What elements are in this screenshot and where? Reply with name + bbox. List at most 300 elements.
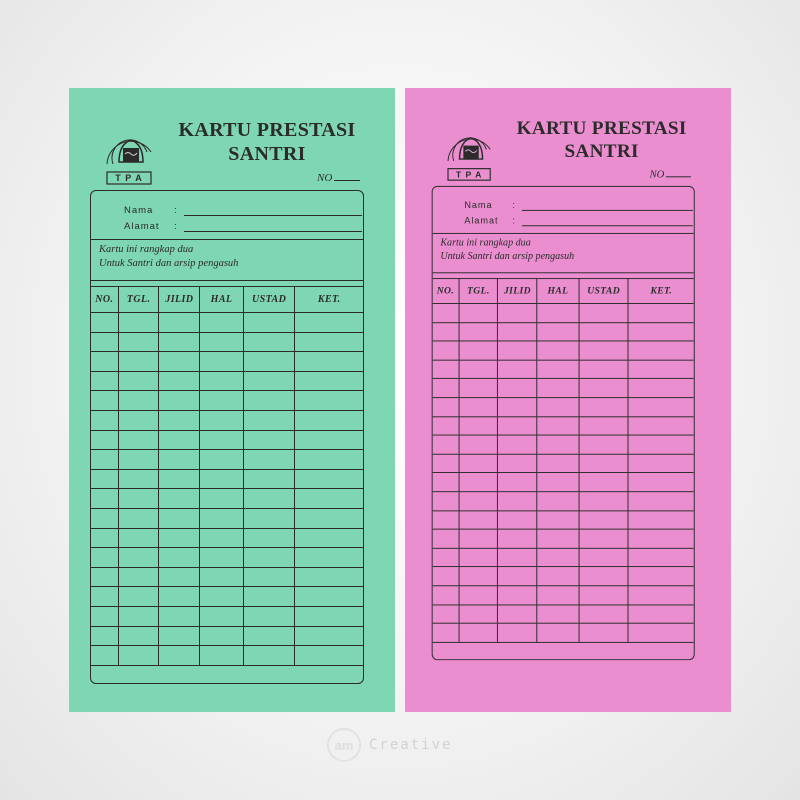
table-cell: [118, 626, 159, 646]
table-cell: [579, 567, 629, 586]
table-cell: [295, 332, 363, 352]
form-box: [90, 190, 364, 684]
table-cell: [243, 313, 295, 333]
table-cell: [295, 313, 363, 333]
table-cell: [200, 371, 244, 391]
note-line-2: Untuk Santri dan arsip pengasuh: [99, 258, 239, 269]
table-cell: [118, 313, 159, 333]
divider: [433, 233, 694, 234]
table-cell: [433, 435, 459, 454]
table-cell: [295, 489, 363, 509]
table-cell: [628, 548, 693, 567]
table-cell: [200, 489, 244, 509]
table-cell: [200, 508, 244, 528]
table-cell: [628, 360, 693, 379]
table-cell: [459, 548, 498, 567]
table-cell: [537, 529, 579, 548]
table-cell: [91, 587, 118, 607]
tpa-label: T P A: [115, 173, 143, 183]
table-body: [91, 313, 363, 666]
table-cell: [628, 510, 693, 529]
col-jilid: JILID: [498, 279, 537, 304]
table-row: [433, 398, 694, 417]
table-cell: [579, 623, 629, 642]
note-line-1: Kartu ini rangkap dua: [99, 244, 194, 255]
table-cell: [537, 454, 579, 473]
table-cell: [159, 548, 200, 568]
table-row: [91, 352, 363, 372]
col-ustad: USTAD: [579, 279, 629, 304]
table-cell: [628, 586, 693, 605]
table-row: [91, 508, 363, 528]
table-cell: [498, 548, 537, 567]
table-cell: [243, 606, 295, 626]
table-cell: [579, 398, 629, 417]
table-cell: [433, 473, 459, 492]
table-cell: [200, 410, 244, 430]
number-label: NO: [649, 168, 665, 181]
card-title: [506, 117, 698, 163]
table-cell: [118, 410, 159, 430]
table-row: [91, 587, 363, 607]
col-ket: KET.: [628, 279, 693, 304]
col-no: NO.: [91, 287, 118, 313]
table-cell: [433, 360, 459, 379]
divider: [433, 272, 694, 273]
table-cell: [295, 430, 363, 450]
table-cell: [118, 332, 159, 352]
table-cell: [628, 398, 693, 417]
table-row: [433, 604, 694, 623]
table-row: [433, 548, 694, 567]
col-tgl: TGL.: [118, 287, 159, 313]
table-cell: [200, 430, 244, 450]
table-cell: [200, 450, 244, 470]
col-hal: HAL: [200, 287, 244, 313]
table-cell: [118, 469, 159, 489]
table-cell: [433, 379, 459, 398]
table-cell: [91, 410, 118, 430]
table-cell: [200, 646, 244, 666]
table-cell: [537, 623, 579, 642]
name-field: Nama :: [464, 200, 516, 211]
address-label: Alamat: [464, 215, 499, 227]
table-cell: [91, 489, 118, 509]
table-cell: [91, 646, 118, 666]
table-cell: [295, 450, 363, 470]
tpa-label: T P A: [455, 169, 483, 180]
table-row: [433, 623, 694, 642]
divider: [91, 280, 363, 281]
table-cell: [628, 604, 693, 623]
title-line-2: SANTRI: [228, 143, 306, 165]
table-cell: [537, 304, 579, 323]
table-cell: [498, 322, 537, 341]
number-field: [650, 169, 692, 181]
table-cell: [459, 360, 498, 379]
table-cell: [118, 371, 159, 391]
table-cell: [118, 352, 159, 372]
table-row: [91, 450, 363, 470]
table-cell: [91, 371, 118, 391]
table-cell: [579, 322, 629, 341]
table-cell: [243, 410, 295, 430]
table-cell: [91, 450, 118, 470]
table-cell: [200, 391, 244, 411]
table-row: [433, 360, 694, 379]
col-ustad: USTAD: [243, 287, 295, 313]
table-cell: [243, 391, 295, 411]
table-row: [433, 510, 694, 529]
table-cell: [579, 360, 629, 379]
record-table: [433, 278, 694, 643]
table-cell: [295, 410, 363, 430]
title-line-1: KARTU PRESTASI: [516, 117, 687, 139]
table-cell: [91, 352, 118, 372]
table-cell: [243, 646, 295, 666]
table-row: [433, 473, 694, 492]
table-row: [91, 626, 363, 646]
table-cell: [91, 469, 118, 489]
table-cell: [118, 430, 159, 450]
table-cell: [159, 391, 200, 411]
table-cell: [295, 371, 363, 391]
table-cell: [159, 410, 200, 430]
name-label: Nama: [464, 200, 493, 211]
table-cell: [537, 604, 579, 623]
table-cell: [118, 489, 159, 509]
table-cell: [628, 304, 693, 323]
table-cell: [459, 492, 498, 511]
table-cell: [243, 352, 295, 372]
table-cell: [498, 604, 537, 623]
form-box: [432, 186, 695, 660]
note-line-1: Kartu ini rangkap dua: [440, 237, 531, 249]
brand-name: Creative: [369, 737, 453, 753]
table-row: [91, 567, 363, 587]
table-cell: [459, 567, 498, 586]
table-cell: [537, 435, 579, 454]
table-cell: [243, 528, 295, 548]
table-cell: [295, 646, 363, 666]
table-cell: [118, 391, 159, 411]
table-cell: [91, 567, 118, 587]
table-cell: [433, 567, 459, 586]
tpa-logo-icon: [99, 118, 159, 188]
table-cell: [628, 492, 693, 511]
table-row: [91, 469, 363, 489]
table-cell: [118, 646, 159, 666]
table-cell: [91, 313, 118, 333]
table-cell: [118, 528, 159, 548]
table-cell: [459, 604, 498, 623]
table-cell: [459, 322, 498, 341]
table-cell: [200, 352, 244, 372]
table-cell: [433, 586, 459, 605]
table-cell: [433, 529, 459, 548]
table-row: [433, 529, 694, 548]
table-cell: [118, 567, 159, 587]
table-cell: [200, 606, 244, 626]
table-cell: [159, 332, 200, 352]
number-label: NO: [317, 172, 333, 184]
table-row: [91, 489, 363, 509]
table-cell: [159, 567, 200, 587]
table-cell: [537, 586, 579, 605]
table-cell: [537, 398, 579, 417]
col-hal: HAL: [537, 279, 579, 304]
table-cell: [498, 586, 537, 605]
table-cell: [498, 435, 537, 454]
table-cell: [243, 548, 295, 568]
table-cell: [628, 567, 693, 586]
table-cell: [295, 508, 363, 528]
title-line-1: KARTU PRESTASI: [178, 119, 356, 141]
table-cell: [628, 529, 693, 548]
table-cell: [91, 606, 118, 626]
table-row: [91, 606, 363, 626]
table-cell: [498, 623, 537, 642]
table-row: [91, 410, 363, 430]
table-cell: [243, 371, 295, 391]
table-cell: [200, 567, 244, 587]
table-row: [91, 430, 363, 450]
table-row: [433, 304, 694, 323]
table-cell: [91, 508, 118, 528]
table-cell: [498, 473, 537, 492]
table-cell: [91, 548, 118, 568]
table-cell: [159, 646, 200, 666]
table-row: [91, 528, 363, 548]
table-row: [433, 341, 694, 360]
table-body: [433, 304, 694, 643]
table-row: [433, 435, 694, 454]
table-cell: [498, 341, 537, 360]
name-label: Nama: [124, 205, 154, 216]
table-cell: [159, 430, 200, 450]
table-cell: [200, 626, 244, 646]
table-cell: [628, 341, 693, 360]
table-cell: [243, 469, 295, 489]
table-cell: [459, 529, 498, 548]
am-logo-icon: am: [327, 728, 361, 762]
table-cell: [498, 510, 537, 529]
table-cell: [159, 450, 200, 470]
table-cell: [159, 352, 200, 372]
table-cell: [433, 322, 459, 341]
tpa-logo-icon: [440, 117, 498, 184]
table-row: [91, 332, 363, 352]
card-pink: [405, 88, 731, 712]
number-field: [317, 172, 360, 184]
table-cell: [459, 416, 498, 435]
table-cell: [498, 416, 537, 435]
table-cell: [459, 304, 498, 323]
table-cell: [579, 548, 629, 567]
table-cell: [433, 398, 459, 417]
table-cell: [498, 398, 537, 417]
table-cell: [579, 416, 629, 435]
card-title: [167, 118, 367, 166]
table-cell: [579, 304, 629, 323]
table-cell: [295, 548, 363, 568]
table-cell: [91, 391, 118, 411]
table-cell: [628, 454, 693, 473]
table-cell: [243, 626, 295, 646]
table-cell: [295, 469, 363, 489]
table-cell: [459, 454, 498, 473]
table-cell: [159, 528, 200, 548]
table-cell: [579, 379, 629, 398]
table-cell: [628, 379, 693, 398]
table-cell: [628, 473, 693, 492]
table-cell: [295, 587, 363, 607]
table-cell: [243, 567, 295, 587]
table-cell: [498, 454, 537, 473]
table-row: [91, 391, 363, 411]
name-field: Nama :: [124, 205, 178, 216]
table-cell: [537, 416, 579, 435]
table-cell: [498, 529, 537, 548]
table-cell: [159, 508, 200, 528]
table-cell: [91, 430, 118, 450]
table-cell: [579, 473, 629, 492]
col-jilid: JILID: [159, 287, 200, 313]
brand-watermark: [327, 728, 452, 762]
table-cell: [498, 304, 537, 323]
table-cell: [537, 473, 579, 492]
table-cell: [628, 623, 693, 642]
table-row: [91, 548, 363, 568]
table-cell: [200, 548, 244, 568]
table-cell: [200, 587, 244, 607]
table-cell: [459, 473, 498, 492]
table-cell: [579, 586, 629, 605]
table-cell: [579, 435, 629, 454]
table-cell: [459, 510, 498, 529]
table-cell: [118, 508, 159, 528]
table-cell: [459, 398, 498, 417]
table-cell: [118, 450, 159, 470]
table-cell: [579, 454, 629, 473]
table-cell: [628, 435, 693, 454]
table-row: [433, 379, 694, 398]
table-cell: [295, 352, 363, 372]
table-cell: [200, 469, 244, 489]
table-cell: [498, 492, 537, 511]
table-cell: [628, 322, 693, 341]
table-cell: [159, 606, 200, 626]
col-tgl: TGL.: [459, 279, 498, 304]
table-row: [433, 416, 694, 435]
table-cell: [459, 435, 498, 454]
table-cell: [91, 332, 118, 352]
table-cell: [243, 430, 295, 450]
table-cell: [295, 626, 363, 646]
address-field: Alamat :: [124, 221, 178, 232]
table-row: [433, 567, 694, 586]
table-cell: [579, 604, 629, 623]
table-row: [91, 313, 363, 333]
table-cell: [498, 567, 537, 586]
address-label: Alamat: [124, 221, 160, 232]
table-cell: [159, 313, 200, 333]
table-cell: [159, 469, 200, 489]
table-row: [433, 322, 694, 341]
table-cell: [537, 492, 579, 511]
col-ket: KET.: [295, 287, 363, 313]
table-cell: [159, 489, 200, 509]
table-cell: [537, 510, 579, 529]
table-cell: [433, 341, 459, 360]
table-cell: [433, 510, 459, 529]
table-cell: [628, 416, 693, 435]
table-cell: [433, 492, 459, 511]
table-cell: [159, 587, 200, 607]
table-cell: [537, 341, 579, 360]
table-cell: [243, 587, 295, 607]
table-cell: [118, 587, 159, 607]
table-cell: [459, 341, 498, 360]
table-cell: [159, 626, 200, 646]
table-cell: [433, 416, 459, 435]
table-cell: [433, 548, 459, 567]
table-cell: [200, 332, 244, 352]
table-cell: [200, 528, 244, 548]
table-cell: [243, 489, 295, 509]
table-cell: [459, 379, 498, 398]
table-row: [433, 454, 694, 473]
table-cell: [118, 548, 159, 568]
table-cell: [159, 371, 200, 391]
card-green: [69, 88, 395, 712]
table-row: [433, 492, 694, 511]
table-cell: [91, 626, 118, 646]
table-cell: [295, 567, 363, 587]
table-cell: [91, 528, 118, 548]
table-cell: [537, 360, 579, 379]
table-cell: [295, 391, 363, 411]
table-cell: [433, 604, 459, 623]
table-cell: [537, 379, 579, 398]
record-table: [91, 286, 363, 666]
divider: [91, 239, 363, 240]
table-cell: [433, 304, 459, 323]
table-cell: [433, 623, 459, 642]
table-cell: [498, 360, 537, 379]
table-row: [433, 586, 694, 605]
table-cell: [295, 606, 363, 626]
table-cell: [243, 508, 295, 528]
table-cell: [295, 528, 363, 548]
address-field: Alamat :: [464, 215, 516, 227]
table-cell: [498, 379, 537, 398]
table-row: [91, 371, 363, 391]
table-cell: [537, 322, 579, 341]
table-cell: [243, 450, 295, 470]
table-cell: [433, 454, 459, 473]
table-cell: [243, 332, 295, 352]
table-cell: [537, 567, 579, 586]
note-line-2: Untuk Santri dan arsip pengasuh: [440, 251, 575, 262]
table-cell: [579, 510, 629, 529]
title-line-2: SANTRI: [564, 140, 639, 162]
table-cell: [118, 606, 159, 626]
table-cell: [579, 529, 629, 548]
col-no: NO.: [433, 279, 459, 304]
table-row: [91, 646, 363, 666]
table-cell: [579, 492, 629, 511]
